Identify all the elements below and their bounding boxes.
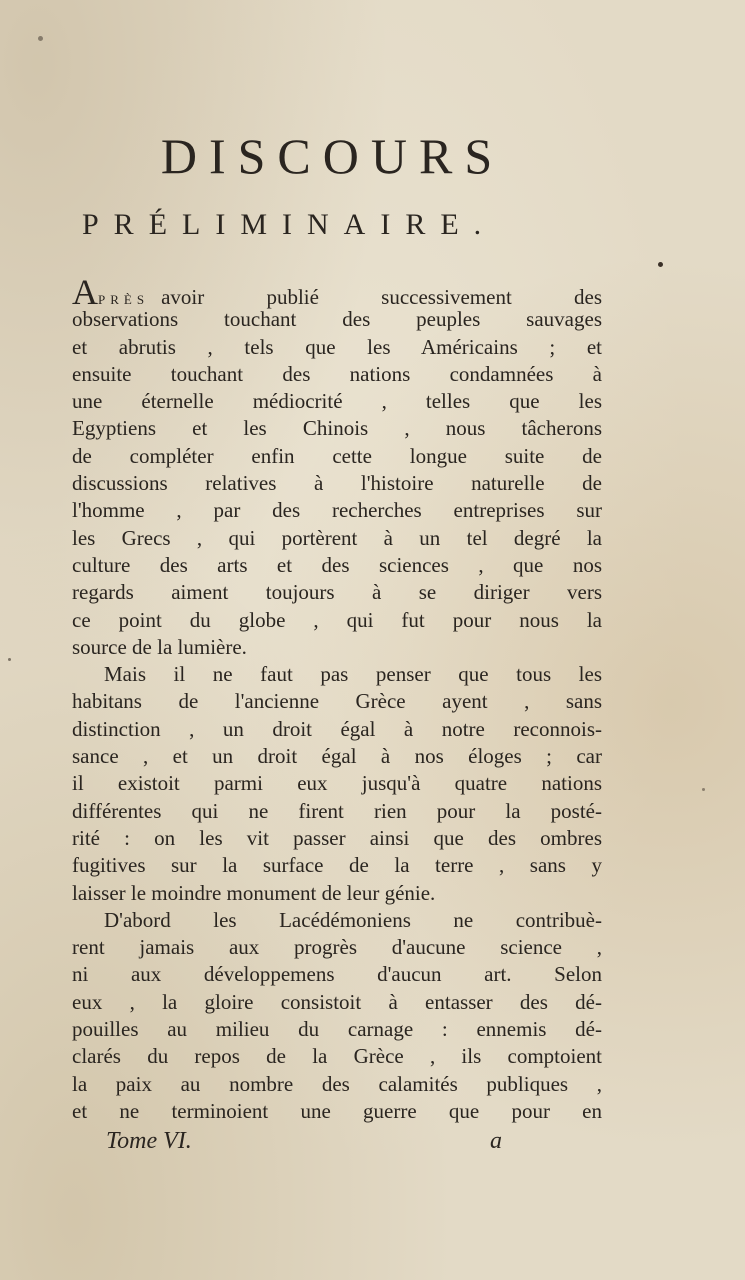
page-title: DISCOURS xyxy=(160,128,505,184)
text-line: ce point du globe , qui fut pour nous la xyxy=(72,607,602,632)
text-line: et ne terminoient une guerre que pour en xyxy=(72,1098,602,1123)
text-line: rité : on les vit passer ainsi que des ombres xyxy=(72,825,602,850)
text-line: les Grecs , qui portèrent à un tel degré la xyxy=(72,525,602,550)
text-line: différentes qui ne firent rien pour la posté- xyxy=(72,798,602,823)
text-line: distinction , un droit égal à notre reconnois- xyxy=(72,716,602,741)
paper-speck xyxy=(658,262,663,267)
text-line: fugitives sur la surface de la terre , sans y xyxy=(72,853,602,878)
text-line: Mais il ne faut pas penser que tous les xyxy=(104,662,602,687)
text-line: discussions relatives à l'histoire naturelle de xyxy=(72,471,602,496)
text-line: ensuite touchant des nations condamnées à xyxy=(72,361,602,386)
text-line: sance , et un droit égal à nos éloges ; car xyxy=(72,744,602,769)
drop-cap: A xyxy=(72,272,98,312)
text-line: pouilles au milieu du carnage : ennemis dé- xyxy=(72,1017,602,1042)
text-line: eux , la gloire consistoit à entasser des dé- xyxy=(72,989,602,1014)
signature-mark: a xyxy=(490,1128,502,1154)
body-text xyxy=(72,272,602,1125)
paper-speck xyxy=(38,36,43,41)
text-line: Egyptiens et les Chinois , nous tâcherons xyxy=(72,416,602,441)
page-subtitle: PRÉLIMINAIRE. xyxy=(82,208,497,241)
text-line: observations touchant des peuples sauvages xyxy=(72,307,602,332)
text-line: et abrutis , tels que les Américains ; et xyxy=(72,334,602,359)
text-line: ni aux développemens d'aucun art. Selon xyxy=(72,962,602,987)
text-line: il existoit parmi eux jusqu'à quatre nations xyxy=(72,771,602,796)
text-line: clarés du repos de la Grèce , ils comptoient xyxy=(72,1044,602,1069)
volume-label: Tome VI. xyxy=(106,1128,192,1154)
text-line: D'abord les Lacédémoniens ne contribuè- xyxy=(104,907,602,932)
text-line: rent jamais aux progrès d'aucune science , xyxy=(72,935,602,960)
text-line: une éternelle médiocrité , telles que les xyxy=(72,389,602,414)
small-caps-word: PRÈS xyxy=(98,292,150,307)
text-line-1 xyxy=(72,272,602,312)
text-line: la paix au nombre des calamités publiques , xyxy=(72,1071,602,1096)
paper-speck xyxy=(702,788,705,791)
text-line: regards aiment toujours à se diriger vers xyxy=(72,580,602,605)
paper-speck xyxy=(8,658,11,661)
text-line: culture des arts et des sciences , que nos xyxy=(72,552,602,577)
text-line: laisser le moindre monument de leur génie. xyxy=(72,880,436,905)
text-line: source de la lumière. xyxy=(72,634,247,659)
text-line: de compléter enfin cette longue suite de xyxy=(72,443,602,468)
text-line-1-rest: avoir publié successivement des xyxy=(161,285,602,309)
text-line: l'homme , par des recherches entreprises sur xyxy=(72,498,602,523)
text-line: habitans de l'ancienne Grèce ayent , sans xyxy=(72,689,602,714)
